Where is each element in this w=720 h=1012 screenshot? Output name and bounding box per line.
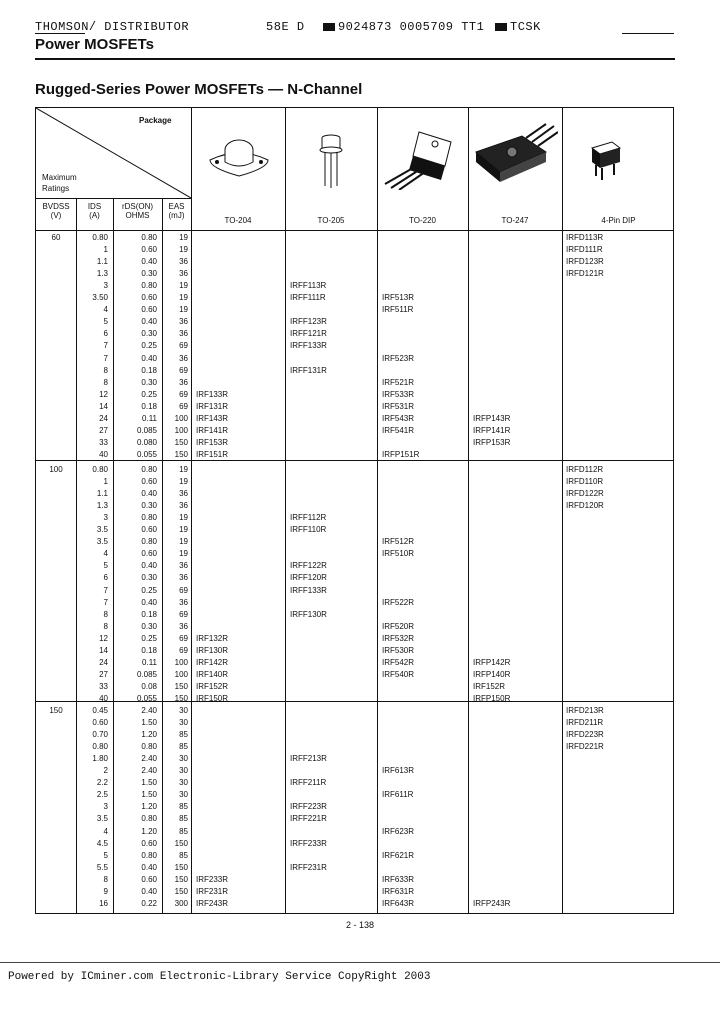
eas-value: 150 bbox=[174, 681, 188, 691]
eas-value: 19 bbox=[179, 245, 188, 255]
part-number: IRF143R bbox=[196, 413, 229, 423]
rds-value: 0.40 bbox=[141, 489, 157, 499]
part-number: IRFF231R bbox=[290, 862, 327, 872]
rds-value: 0.08 bbox=[141, 681, 157, 691]
ids-value: 27 bbox=[99, 425, 108, 435]
rds-value: 0.60 bbox=[141, 874, 157, 884]
part-number: IRFF113R bbox=[290, 281, 327, 291]
eas-value: 69 bbox=[179, 365, 188, 375]
eas-value: 36 bbox=[179, 377, 188, 387]
part-number: IRFF133R bbox=[290, 341, 327, 351]
col-divider bbox=[562, 108, 563, 913]
rds-value: 0.055 bbox=[136, 693, 157, 703]
part-number: IRF520R bbox=[382, 621, 415, 631]
ids-value: 8 bbox=[103, 365, 108, 375]
eas-value: 30 bbox=[179, 754, 188, 764]
rds-value: 0.40 bbox=[141, 317, 157, 327]
ids-value: 5 bbox=[103, 561, 108, 571]
eas-value: 19 bbox=[179, 525, 188, 535]
ids-value: 5.5 bbox=[96, 862, 108, 872]
eas-value: 150 bbox=[174, 693, 188, 703]
rds-value: 1.50 bbox=[141, 718, 157, 728]
eas-value: 85 bbox=[179, 850, 188, 860]
rds-header bbox=[113, 202, 162, 220]
part-number: IRF643R bbox=[382, 898, 415, 908]
catalog-header bbox=[35, 20, 541, 34]
rds-value: 0.60 bbox=[141, 477, 157, 487]
ids-value: 5 bbox=[103, 317, 108, 327]
to204-package-icon bbox=[208, 126, 270, 186]
ids-value: 1.80 bbox=[92, 754, 108, 764]
part-number: IRF540R bbox=[382, 669, 415, 679]
rds-value: 0.18 bbox=[141, 609, 157, 619]
part-number: IRF523R bbox=[382, 353, 415, 363]
rds-value: 0.18 bbox=[141, 365, 157, 375]
header-left-text: THOMSON/ DISTRIBUTOR bbox=[35, 20, 190, 34]
package-label: Package bbox=[139, 116, 172, 125]
ids-value: 0.80 bbox=[92, 742, 108, 752]
rds-value: 0.085 bbox=[136, 669, 157, 679]
eas-value: 150 bbox=[174, 874, 188, 884]
package-name-dip4: 4-Pin DIP bbox=[601, 216, 636, 225]
eas-value: 36 bbox=[179, 353, 188, 363]
part-number: IRF623R bbox=[382, 826, 415, 836]
rds-value: 0.30 bbox=[141, 269, 157, 279]
part-number: IRFD211R bbox=[566, 718, 604, 728]
eas-value: 30 bbox=[179, 706, 188, 715]
part-number: IRF522R bbox=[382, 597, 415, 607]
part-number: IRFF123R bbox=[290, 317, 327, 327]
ids-value: 7 bbox=[103, 341, 108, 351]
ids-value: 40 bbox=[99, 449, 108, 459]
ids-value: 4.5 bbox=[96, 838, 108, 848]
part-number: IRFD221R bbox=[566, 742, 604, 752]
eas-value: 19 bbox=[179, 465, 188, 474]
part-number: IRFF110R bbox=[290, 525, 327, 535]
eas-value: 69 bbox=[179, 645, 188, 655]
part-number: IRFF133R bbox=[290, 585, 327, 595]
ids-value: 2.2 bbox=[96, 778, 108, 788]
rds-value: 0.40 bbox=[141, 561, 157, 571]
eas-value: 19 bbox=[179, 305, 188, 315]
ids-value: 14 bbox=[99, 401, 108, 411]
rds-value: 0.40 bbox=[141, 862, 157, 872]
rds-value: 0.30 bbox=[141, 621, 157, 631]
page-number: 2 - 138 bbox=[345, 920, 375, 930]
ids-value: 9 bbox=[103, 886, 108, 896]
eas-value: 36 bbox=[179, 257, 188, 267]
part-number: IRFP142R bbox=[473, 657, 511, 667]
ids-value: 14 bbox=[99, 645, 108, 655]
rds-value: 0.055 bbox=[136, 449, 157, 459]
eas-value: 69 bbox=[179, 401, 188, 411]
part-number: IRF633R bbox=[382, 874, 415, 884]
ids-value: 8 bbox=[103, 377, 108, 387]
ids-value: 33 bbox=[99, 681, 108, 691]
footer-rule bbox=[0, 962, 720, 963]
black-mark-icon bbox=[495, 23, 507, 31]
eas-value: 36 bbox=[179, 489, 188, 499]
eas-value: 100 bbox=[174, 669, 188, 679]
rds-value: 0.40 bbox=[141, 353, 157, 363]
part-number: IRFF121R bbox=[290, 329, 327, 339]
part-number: IRFF122R bbox=[290, 561, 327, 571]
eas-value: 85 bbox=[179, 802, 188, 812]
part-number: IRFD223R bbox=[566, 730, 604, 740]
part-number: IRF611R bbox=[382, 790, 414, 800]
rds-value: 0.25 bbox=[141, 389, 157, 399]
ids-value: 1 bbox=[103, 245, 108, 255]
eas-value: 100 bbox=[174, 413, 188, 423]
ids-value: 12 bbox=[99, 389, 108, 399]
ids-value: 3 bbox=[103, 802, 108, 812]
eas-value: 36 bbox=[179, 269, 188, 279]
part-number: IRF233R bbox=[196, 874, 229, 884]
part-number: IRFD110R bbox=[566, 477, 604, 487]
eas-value: 19 bbox=[179, 513, 188, 523]
eas-value: 19 bbox=[179, 537, 188, 547]
part-number: IRFP151R bbox=[382, 449, 420, 459]
ids-value: 1.1 bbox=[96, 257, 108, 267]
rds-value: 0.60 bbox=[141, 838, 157, 848]
rds-value: 0.40 bbox=[141, 886, 157, 896]
part-number: IRF531R bbox=[382, 401, 415, 411]
rds-value: 1.50 bbox=[141, 778, 157, 788]
mosfet-table bbox=[35, 107, 674, 914]
package-name-to205: TO-205 bbox=[317, 216, 345, 225]
eas-header-label: EAS bbox=[168, 202, 185, 211]
footer-credit: Powered by ICminer.com Electronic-Library Service CopyRight 2003 bbox=[8, 971, 431, 983]
part-number: IRF513R bbox=[382, 293, 415, 303]
rds-value: 0.60 bbox=[141, 305, 157, 315]
rds-value: 0.80 bbox=[141, 742, 157, 752]
ids-header bbox=[76, 202, 113, 220]
part-number: IRFD112R bbox=[566, 465, 604, 474]
rds-value: 0.80 bbox=[141, 850, 157, 860]
ids-value: 4 bbox=[103, 305, 108, 315]
ids-value: 40 bbox=[99, 693, 108, 703]
ids-value: 12 bbox=[99, 633, 108, 643]
eas-value: 36 bbox=[179, 501, 188, 511]
rds-value: 0.60 bbox=[141, 245, 157, 255]
rds-value: 0.80 bbox=[141, 513, 157, 523]
eas-value: 69 bbox=[179, 633, 188, 643]
ids-value: 0.45 bbox=[92, 706, 108, 715]
eas-value: 19 bbox=[179, 549, 188, 559]
eas-header bbox=[162, 202, 191, 220]
part-number: IRFF112R bbox=[290, 513, 327, 523]
part-number: IRFD111R bbox=[566, 245, 603, 255]
eas-value: 19 bbox=[179, 281, 188, 291]
ids-value: 5 bbox=[103, 850, 108, 860]
eas-value: 69 bbox=[179, 341, 188, 351]
rds-value: 0.18 bbox=[141, 401, 157, 411]
eas-value: 36 bbox=[179, 621, 188, 631]
rds-value: 0.80 bbox=[141, 281, 157, 291]
rds-value: 0.40 bbox=[141, 597, 157, 607]
rds-header-unit: OHMS bbox=[125, 211, 150, 220]
max-ratings-label bbox=[42, 172, 77, 194]
section-rule bbox=[35, 58, 675, 60]
part-number: IRF142R bbox=[196, 657, 229, 667]
part-number: IRFP243R bbox=[473, 898, 511, 908]
part-number: IRF542R bbox=[382, 657, 415, 667]
rds-value: 0.25 bbox=[141, 341, 157, 351]
part-number: IRF533R bbox=[382, 389, 415, 399]
part-number: IRF132R bbox=[196, 633, 229, 643]
group-divider bbox=[36, 460, 673, 461]
part-number: IRF231R bbox=[196, 886, 229, 896]
eas-value: 85 bbox=[179, 730, 188, 740]
eas-value: 69 bbox=[179, 609, 188, 619]
ids-value: 0.80 bbox=[92, 465, 108, 474]
part-number: IRFF130R bbox=[290, 609, 327, 619]
eas-value: 69 bbox=[179, 585, 188, 595]
part-number: IRF151R bbox=[196, 449, 229, 459]
eas-value: 30 bbox=[179, 778, 188, 788]
ids-value: 0.80 bbox=[92, 233, 108, 242]
eas-value: 30 bbox=[179, 766, 188, 776]
bvdss-header-label: BVDSS bbox=[42, 202, 70, 211]
header-code-b: 9024873 0005709 TT1 bbox=[337, 20, 485, 34]
part-number: IRF613R bbox=[382, 766, 415, 776]
header-code-c: TCSK bbox=[510, 20, 541, 34]
col-divider bbox=[468, 108, 469, 913]
part-number: IRF621R bbox=[382, 850, 415, 860]
dip4-package-icon bbox=[588, 138, 622, 182]
part-number: IRF153R bbox=[196, 437, 229, 447]
part-number: IRFD120R bbox=[566, 501, 604, 511]
col-divider bbox=[285, 108, 286, 913]
rds-value: 0.60 bbox=[141, 549, 157, 559]
rds-value: 0.25 bbox=[141, 585, 157, 595]
part-number: IRFF111R bbox=[290, 293, 326, 303]
ids-header-unit: (A) bbox=[89, 211, 100, 220]
bvdss-header-unit: (V) bbox=[50, 211, 62, 220]
section-title: Power MOSFETs bbox=[35, 36, 154, 53]
part-number: IRFF120R bbox=[290, 573, 327, 583]
eas-value: 30 bbox=[179, 718, 188, 728]
ids-value: 1.3 bbox=[96, 269, 108, 279]
max-ratings-line2: Ratings bbox=[42, 184, 70, 193]
part-number: IRF541R bbox=[382, 425, 415, 435]
eas-value: 85 bbox=[179, 742, 188, 752]
ids-value: 3 bbox=[103, 281, 108, 291]
package-name-to204: TO-204 bbox=[224, 216, 252, 225]
rds-value: 0.30 bbox=[141, 573, 157, 583]
part-number: IRFF223R bbox=[290, 802, 327, 812]
part-number: IRFP150R bbox=[473, 693, 511, 703]
bvdss-value: 150 bbox=[49, 706, 63, 715]
part-number: IRF543R bbox=[382, 413, 415, 423]
row-divider bbox=[36, 198, 191, 199]
rds-value: 2.40 bbox=[141, 754, 157, 764]
part-number: IRF243R bbox=[196, 898, 229, 908]
ids-header-label: IDS bbox=[87, 202, 102, 211]
ids-value: 8 bbox=[103, 621, 108, 631]
rds-value: 2.40 bbox=[141, 706, 157, 715]
part-number: IRF521R bbox=[382, 377, 415, 387]
ids-value: 6 bbox=[103, 329, 108, 339]
ids-value: 33 bbox=[99, 437, 108, 447]
row-divider bbox=[36, 230, 673, 231]
part-number: IRFP141R bbox=[473, 425, 511, 435]
part-number: IRFP153R bbox=[473, 437, 511, 447]
rds-header-label: rDS(ON) bbox=[121, 202, 154, 211]
part-number: IRFF131R bbox=[290, 365, 327, 375]
part-number: IRF532R bbox=[382, 633, 415, 643]
eas-value: 300 bbox=[174, 898, 188, 908]
part-number: IRF511R bbox=[382, 305, 414, 315]
ids-value: 1.3 bbox=[96, 501, 108, 511]
eas-value: 150 bbox=[174, 449, 188, 459]
eas-value: 19 bbox=[179, 293, 188, 303]
rds-value: 0.80 bbox=[141, 537, 157, 547]
ids-value: 24 bbox=[99, 413, 108, 423]
rds-value: 0.80 bbox=[141, 465, 157, 474]
header-code-a: 58E D bbox=[266, 20, 305, 34]
rds-value: 0.80 bbox=[141, 814, 157, 824]
eas-value: 85 bbox=[179, 814, 188, 824]
eas-value: 85 bbox=[179, 826, 188, 836]
eas-value: 36 bbox=[179, 317, 188, 327]
rds-value: 0.60 bbox=[141, 293, 157, 303]
ids-value: 3.5 bbox=[96, 525, 108, 535]
to220-package-icon bbox=[379, 126, 465, 190]
ids-value: 27 bbox=[99, 669, 108, 679]
part-number: IRFP140R bbox=[473, 669, 511, 679]
rds-value: 0.11 bbox=[142, 657, 157, 667]
ids-value: 7 bbox=[103, 353, 108, 363]
ids-value: 1.1 bbox=[96, 489, 108, 499]
eas-value: 69 bbox=[179, 389, 188, 399]
part-number: IRFF221R bbox=[290, 814, 327, 824]
eas-value: 36 bbox=[179, 561, 188, 571]
ids-value: 6 bbox=[103, 573, 108, 583]
ids-value: 3.5 bbox=[96, 537, 108, 547]
ids-value: 3 bbox=[103, 513, 108, 523]
rds-value: 0.25 bbox=[141, 633, 157, 643]
ids-value: 0.60 bbox=[92, 718, 108, 728]
part-number: IRF140R bbox=[196, 669, 229, 679]
ids-value: 16 bbox=[99, 898, 108, 908]
part-number: IRFD121R bbox=[566, 269, 604, 279]
eas-value: 36 bbox=[179, 573, 188, 583]
table-title: Rugged-Series Power MOSFETs — N-Channel bbox=[35, 81, 363, 98]
eas-value: 150 bbox=[174, 886, 188, 896]
rds-value: 1.20 bbox=[141, 730, 157, 740]
ids-value: 2.5 bbox=[96, 790, 108, 800]
rds-value: 1.50 bbox=[141, 790, 157, 800]
ids-value: 1 bbox=[103, 477, 108, 487]
part-number: IRFF233R bbox=[290, 838, 327, 848]
rds-value: 1.20 bbox=[141, 826, 157, 836]
eas-header-unit: (mJ) bbox=[168, 211, 185, 220]
part-number: IRF512R bbox=[382, 537, 415, 547]
ids-value: 4 bbox=[103, 549, 108, 559]
rds-value: 0.80 bbox=[141, 233, 157, 242]
ids-value: 4 bbox=[103, 826, 108, 836]
eas-value: 30 bbox=[179, 790, 188, 800]
rds-value: 1.20 bbox=[141, 802, 157, 812]
part-number: IRFD113R bbox=[566, 233, 604, 242]
part-number: IRFF211R bbox=[290, 778, 327, 788]
col-divider bbox=[377, 108, 378, 913]
ids-value: 3.5 bbox=[96, 814, 108, 824]
rds-value: 0.30 bbox=[141, 501, 157, 511]
rds-value: 2.40 bbox=[141, 766, 157, 776]
eas-value: 150 bbox=[174, 838, 188, 848]
part-number: IRF152R bbox=[196, 681, 229, 691]
package-name-to247: TO-247 bbox=[501, 216, 529, 225]
rds-value: 0.30 bbox=[141, 329, 157, 339]
ids-value: 2 bbox=[103, 766, 108, 776]
eas-value: 19 bbox=[179, 477, 188, 487]
rds-value: 0.080 bbox=[136, 437, 157, 447]
eas-value: 150 bbox=[174, 437, 188, 447]
rds-value: 0.30 bbox=[141, 377, 157, 387]
ids-value: 7 bbox=[103, 597, 108, 607]
part-number: IRFP143R bbox=[473, 413, 511, 423]
part-number: IRF130R bbox=[196, 645, 229, 655]
rds-value: 0.22 bbox=[141, 898, 157, 908]
eas-value: 150 bbox=[174, 862, 188, 872]
part-number: IRF131R bbox=[196, 401, 229, 411]
part-number: IRF530R bbox=[382, 645, 415, 655]
to205-package-icon bbox=[316, 130, 346, 190]
max-ratings-line1: Maximum bbox=[42, 173, 77, 182]
part-number: IRF631R bbox=[382, 886, 415, 896]
bvdss-value: 60 bbox=[51, 233, 61, 242]
rds-value: 0.11 bbox=[142, 413, 157, 423]
eas-value: 19 bbox=[179, 233, 188, 242]
part-number: IRF510R bbox=[382, 549, 415, 559]
ids-value: 7 bbox=[103, 585, 108, 595]
part-number: IRFD213R bbox=[566, 706, 604, 715]
part-number: IRF133R bbox=[196, 389, 229, 399]
rds-value: 0.085 bbox=[136, 425, 157, 435]
black-mark-icon bbox=[323, 23, 335, 31]
bvdss-value: 100 bbox=[49, 465, 63, 474]
rds-value: 0.18 bbox=[141, 645, 157, 655]
rds-value: 0.60 bbox=[141, 525, 157, 535]
eas-value: 36 bbox=[179, 329, 188, 339]
col-divider bbox=[191, 108, 192, 913]
ids-value: 8 bbox=[103, 874, 108, 884]
package-name-to220: TO-220 bbox=[409, 216, 436, 225]
part-number: IRFD123R bbox=[566, 257, 604, 267]
eas-value: 100 bbox=[174, 657, 188, 667]
ids-value: 0.70 bbox=[92, 730, 108, 740]
rds-value: 0.40 bbox=[141, 257, 157, 267]
to247-package-icon bbox=[472, 122, 558, 190]
ids-value: 8 bbox=[103, 609, 108, 619]
ids-value: 24 bbox=[99, 657, 108, 667]
eas-value: 36 bbox=[179, 597, 188, 607]
part-number: IRFF213R bbox=[290, 754, 327, 764]
bvdss-header bbox=[36, 202, 76, 220]
header-rule-right bbox=[622, 33, 674, 34]
ids-value: 3.50 bbox=[92, 293, 108, 303]
eas-value: 100 bbox=[174, 425, 188, 435]
part-number: IRF150R bbox=[196, 693, 229, 703]
part-number: IRF141R bbox=[196, 425, 229, 435]
part-number: IRF152R bbox=[473, 681, 506, 691]
part-number: IRFD122R bbox=[566, 489, 604, 499]
